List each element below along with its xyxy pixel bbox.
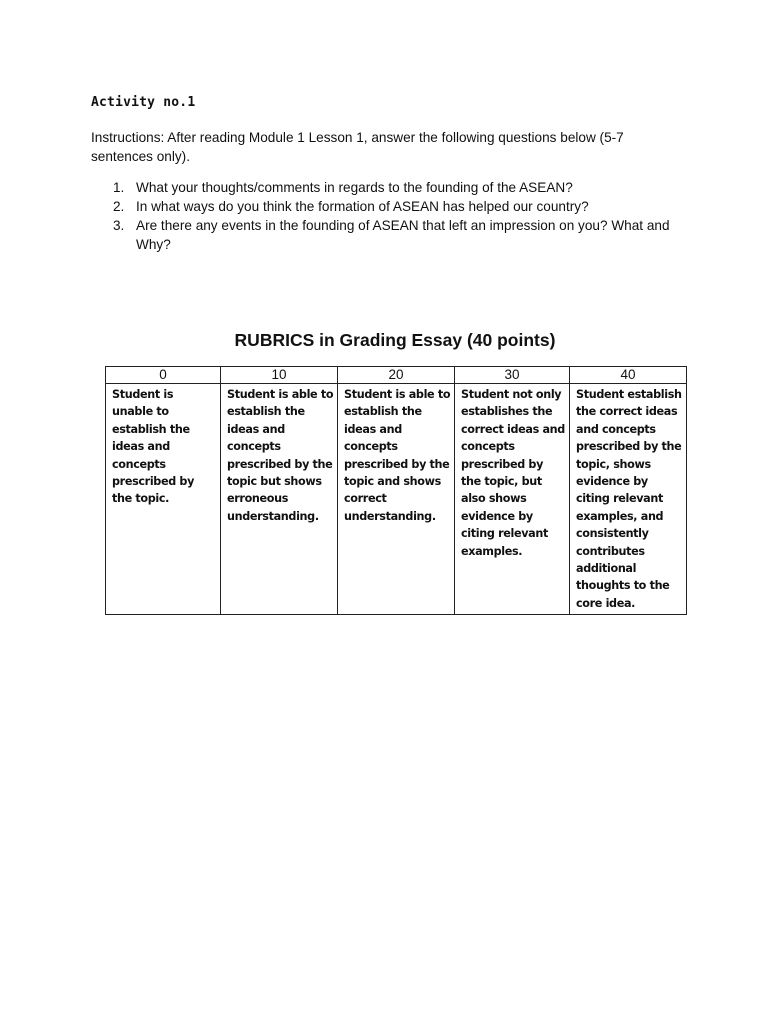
question-item bbox=[91, 197, 671, 216]
question-number: 1. bbox=[113, 180, 125, 195]
rubric-cell: Student is able to establish the ideas and concepts prescribed by the topic and shows correct understanding. bbox=[338, 384, 455, 615]
rubric-cell: Student not only establishes the correct ideas and concepts prescribed by the topic, but also shows evidence by citing relevant examples. bbox=[455, 384, 570, 615]
score-header: 20 bbox=[338, 367, 455, 384]
rubric-header-row bbox=[106, 367, 687, 384]
rubric-cell: Student establish the correct ideas and concepts prescribed by the topic, shows evidence by citing relevant examples, and consistently contributes additional thoughts to the core idea. bbox=[570, 384, 687, 615]
rubric-cell: Student is unable to establish the ideas and concepts prescribed by the topic. bbox=[106, 384, 221, 615]
rubric-cell: Student is able to establish the ideas and concepts prescribed by the topic but shows erroneous understanding. bbox=[221, 384, 338, 615]
question-number: 3. bbox=[113, 218, 125, 233]
activity-title: Activity no.1 bbox=[91, 95, 196, 110]
rubric-description-row bbox=[106, 384, 687, 615]
rubric-table bbox=[105, 366, 687, 615]
score-header: 10 bbox=[221, 367, 338, 384]
score-header: 0 bbox=[106, 367, 221, 384]
question-text: What your thoughts/comments in regards to the founding of the ASEAN? bbox=[136, 180, 573, 195]
question-item bbox=[91, 216, 671, 254]
score-header: 30 bbox=[455, 367, 570, 384]
question-text: In what ways do you think the formation of ASEAN has helped our country? bbox=[136, 199, 589, 214]
question-text: Are there any events in the founding of ASEAN that left an impression on you? What and Why? bbox=[136, 218, 670, 252]
score-header: 40 bbox=[570, 367, 687, 384]
question-list bbox=[91, 178, 671, 254]
question-number: 2. bbox=[113, 199, 125, 214]
question-item bbox=[91, 178, 671, 197]
rubric-title: RUBRICS in Grading Essay (40 points) bbox=[234, 330, 556, 350]
instructions-text: Instructions: After reading Module 1 Lesson 1, answer the following questions below (5-7 sentences only). bbox=[91, 130, 624, 164]
